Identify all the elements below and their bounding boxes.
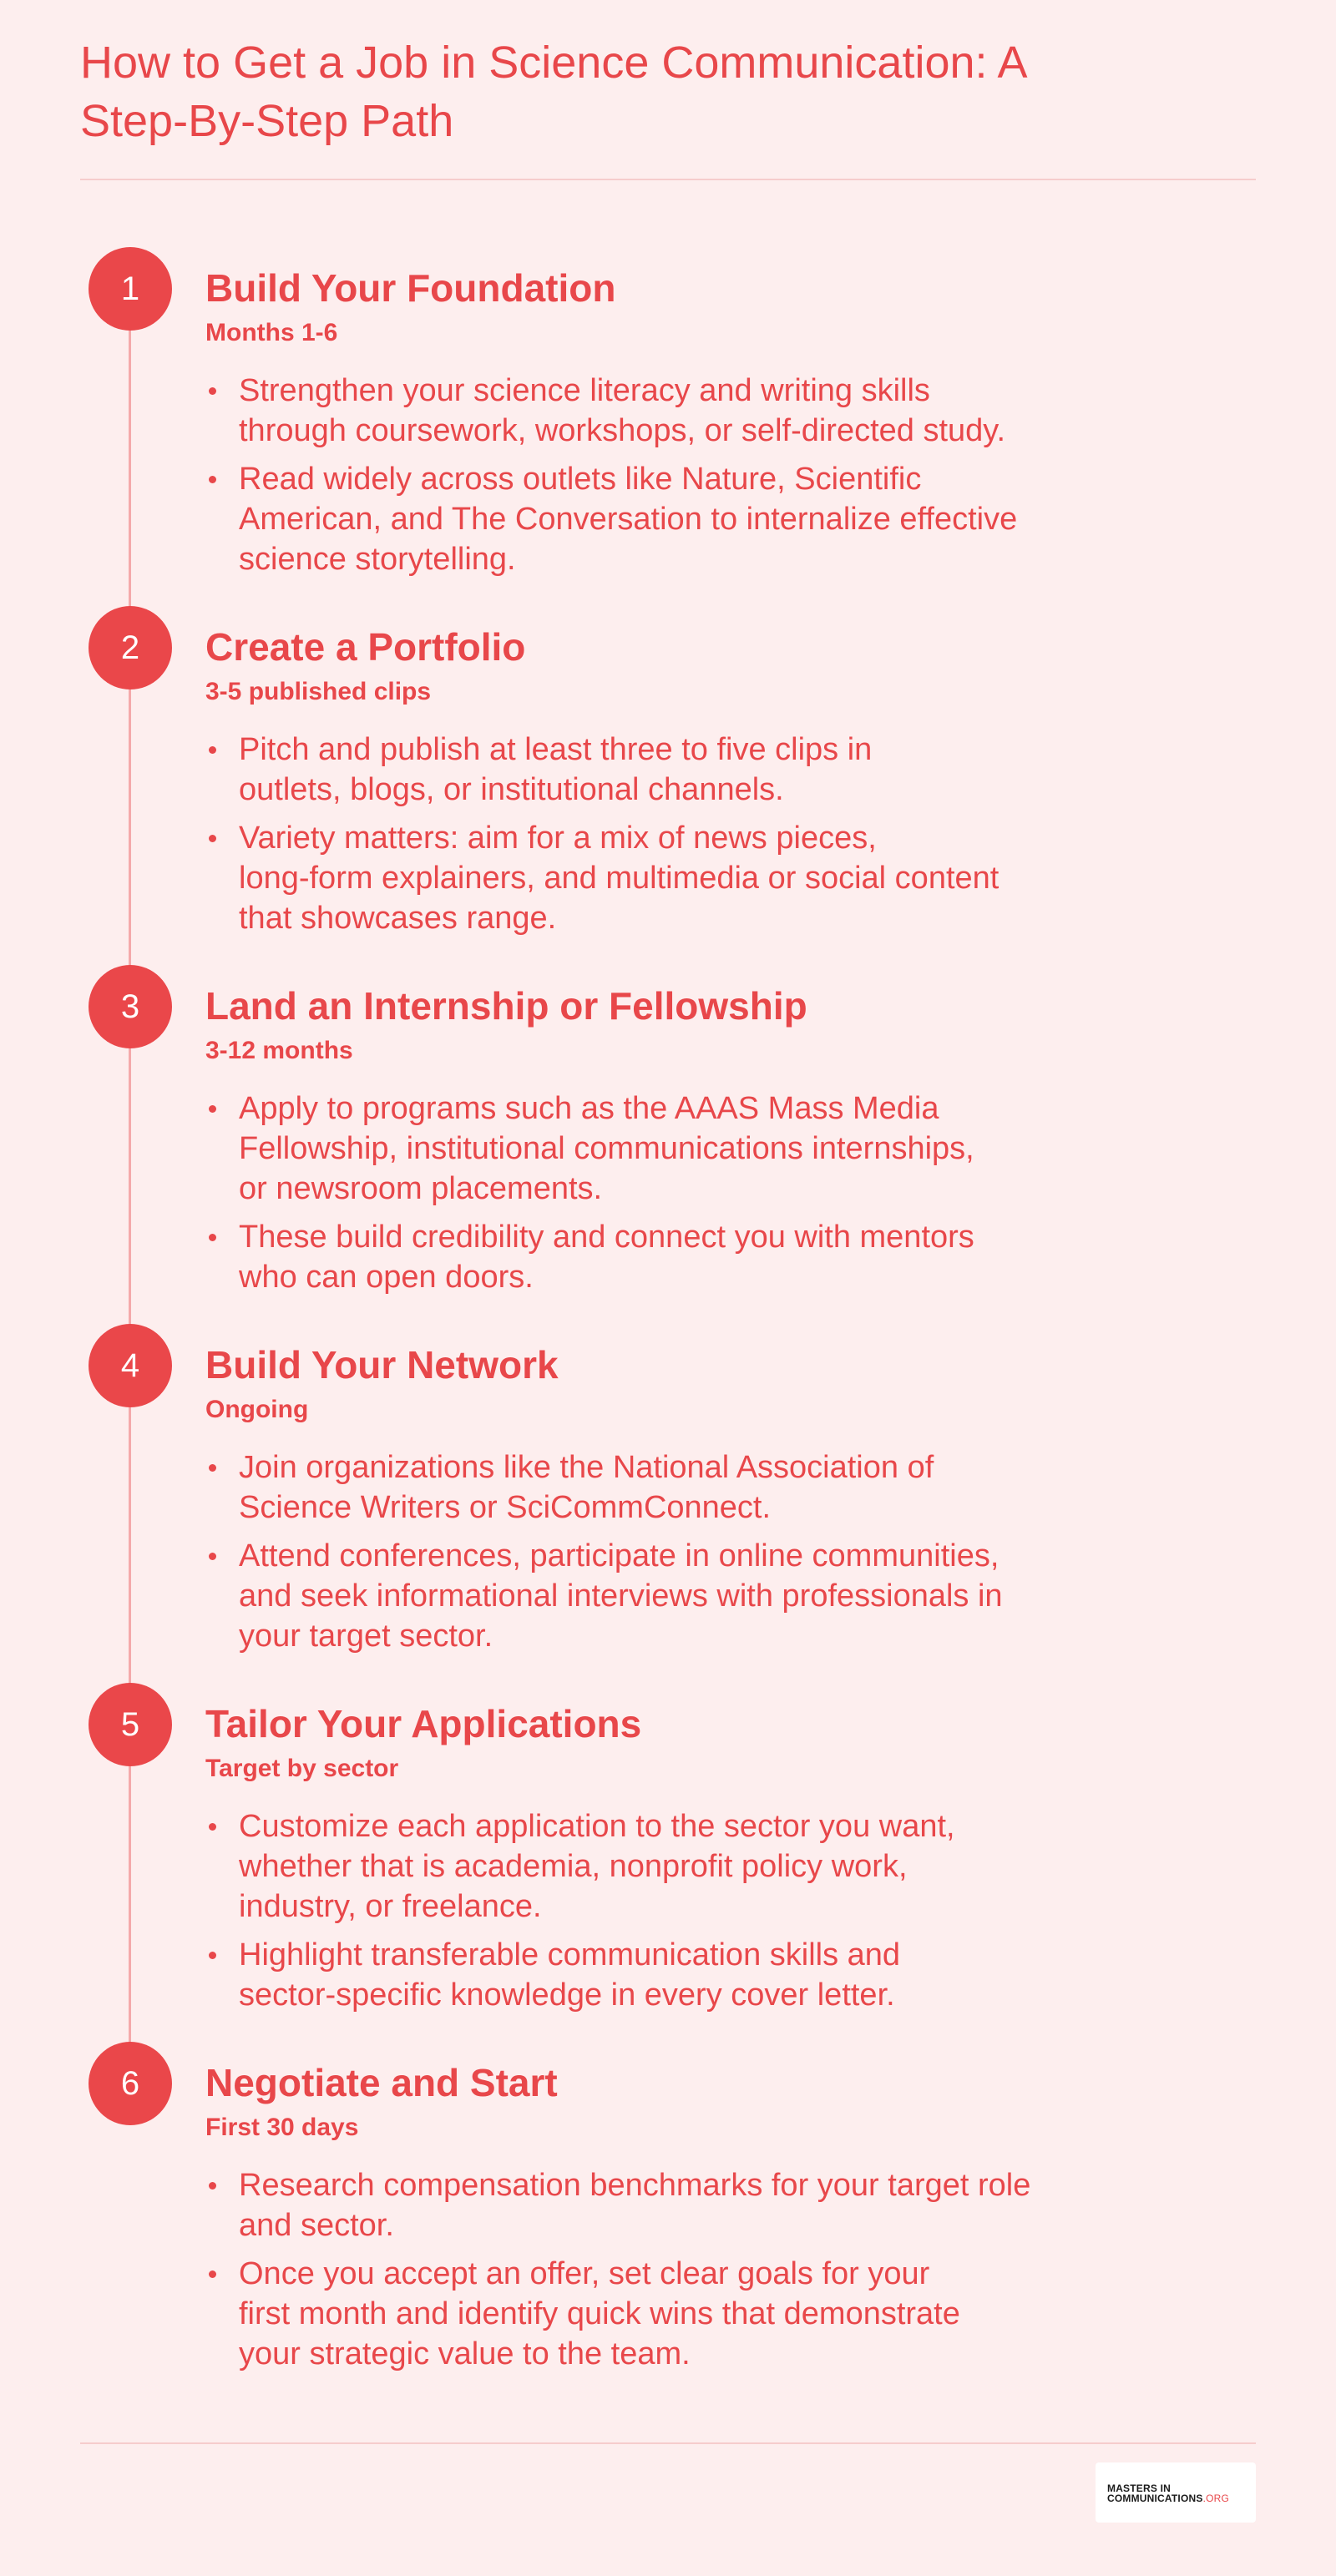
step-number-badge: 3 <box>89 965 172 1048</box>
site-logo <box>1096 2462 1256 2523</box>
step-bullet-list <box>205 371 1124 579</box>
step-bullet: These build credibility and connect you with mentors who can open doors. <box>205 1217 1124 1297</box>
step-bullet-list <box>205 1447 1124 1656</box>
step-timeframe: First 30 days <box>205 2114 359 2141</box>
step-title: Build Your Foundation <box>205 266 616 310</box>
step-bullet: Once you accept an offer, set clear goals for your first month and identify quick wins that demonstrate your strategic value to the team. <box>205 2254 1124 2374</box>
step-bullet: Research compensation benchmarks for your target role and sector. <box>205 2165 1124 2245</box>
step-bullet-list <box>205 2165 1124 2374</box>
step-bullet: Variety matters: aim for a mix of news pieces, long-form explainers, and multimedia or social content that showcases range. <box>205 818 1124 938</box>
footer-divider <box>80 2442 1256 2444</box>
step-number-badge: 6 <box>89 2042 172 2125</box>
page-title: How to Get a Job in Science Communication: A Step-By-Step Path <box>80 38 1028 146</box>
logo-text-main: COMMUNICATIONS <box>1107 2493 1203 2504</box>
step-title: Tailor Your Applications <box>205 1702 642 1745</box>
step-content <box>205 1342 1124 1664</box>
step-bullet: Strengthen your science literacy and writing skills through coursework, workshops, or self-directed study. <box>205 371 1124 451</box>
step-bullet: Read widely across outlets like Nature, Scientific American, and The Conversation to internalize effective science storytelling. <box>205 459 1124 579</box>
step-content <box>205 983 1124 1306</box>
logo-text-line1: MASTERS IN <box>1107 2483 1172 2494</box>
step-timeframe: 3-12 months <box>205 1037 353 1064</box>
step-title: Build Your Network <box>205 1343 559 1386</box>
step-content <box>205 624 1124 947</box>
step-timeframe: 3-5 published clips <box>205 678 432 705</box>
step-content <box>205 265 1124 588</box>
step-bullet-list <box>205 730 1124 938</box>
header-divider <box>80 179 1256 180</box>
step-content <box>205 2060 1124 2382</box>
step-title: Land an Internship or Fellowship <box>205 984 807 1028</box>
step-bullet: Customize each application to the sector you want, whether that is academia, nonprofit policy work, industry, or freelance. <box>205 1806 1124 1927</box>
timeline-line <box>129 289 131 2084</box>
step-timeframe: Target by sector <box>205 1755 399 1782</box>
logo-text-line2 <box>1107 2493 1229 2504</box>
step-number-badge: 2 <box>89 606 172 689</box>
step-title: Negotiate and Start <box>205 2061 558 2104</box>
step-bullet: Highlight transferable communication skills and sector-specific knowledge in every cover letter. <box>205 1935 1124 2015</box>
step-timeframe: Months 1-6 <box>205 319 338 346</box>
logo-text-accent: .ORG <box>1202 2493 1230 2504</box>
step-bullet: Join organizations like the National Association of Science Writers or SciCommConnect. <box>205 1447 1124 1528</box>
step-number-badge: 5 <box>89 1683 172 1766</box>
step-title: Create a Portfolio <box>205 625 526 669</box>
step-bullet-list <box>205 1806 1124 2015</box>
step-timeframe: Ongoing <box>205 1396 309 1423</box>
step-bullet: Attend conferences, participate in online communities, and seek informational interviews with professionals in your target sector. <box>205 1536 1124 1656</box>
step-content <box>205 1701 1124 2023</box>
step-bullet: Pitch and publish at least three to five clips in outlets, blogs, or institutional channels. <box>205 730 1124 810</box>
step-number-badge: 4 <box>89 1324 172 1407</box>
step-number-badge: 1 <box>89 247 172 331</box>
step-bullet-list <box>205 1088 1124 1297</box>
step-bullet: Apply to programs such as the AAAS Mass Media Fellowship, institutional communications internships, or newsroom placements. <box>205 1088 1124 1209</box>
